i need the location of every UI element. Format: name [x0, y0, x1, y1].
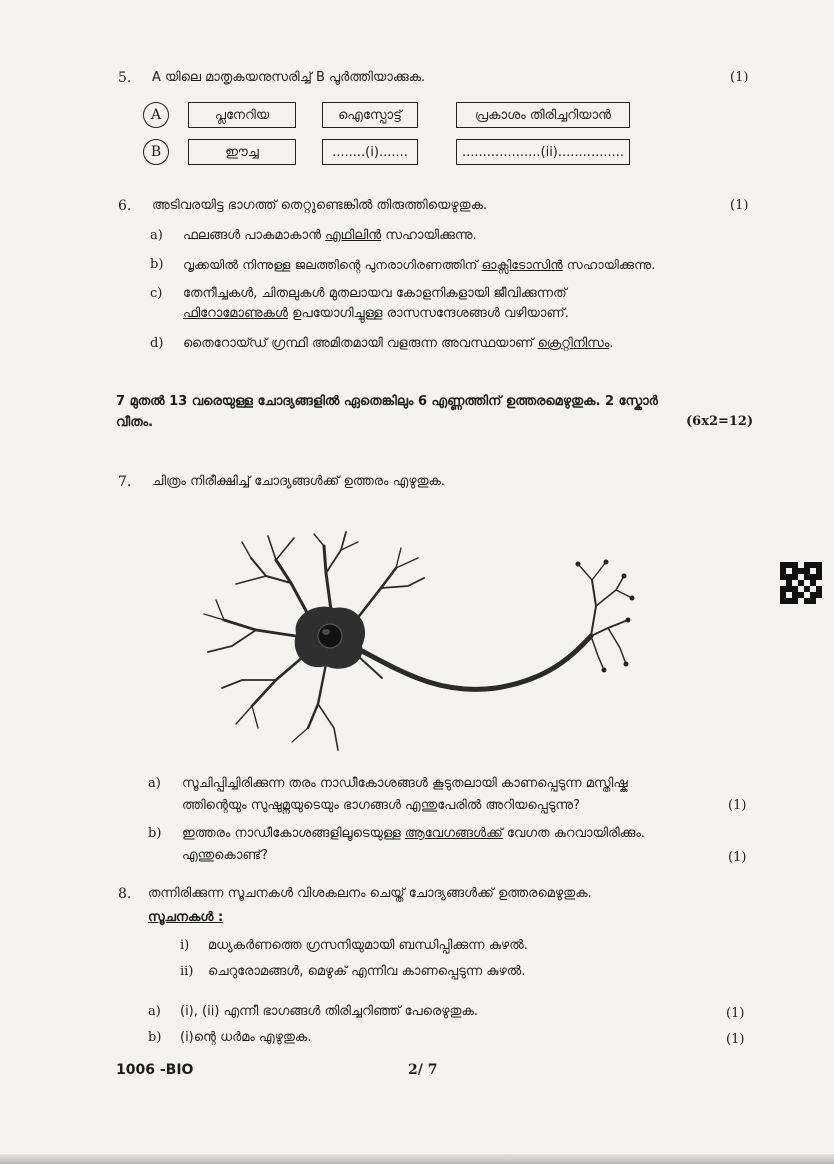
q8-b-mark: (1)	[726, 1032, 745, 1047]
q8-a-label: a)	[148, 1004, 161, 1019]
q6-c-label: c)	[150, 286, 163, 301]
section-instruction-line1: 7 മുതൽ 13 വരെയുള്ള ചോദ്യങ്ങളിൽ ഏതെങ്കിലും 6 എണ്ണത്തിന് ഉത്തരമെഴുതുക. 2 സ്കോർ	[116, 394, 658, 409]
q5-number: 5.	[118, 70, 132, 86]
q8-a-text: (i), (ii) എന്നീ ഭാഗങ്ങൾ തിരിച്ചറിഞ്ഞ് പേരെഴുതുക.	[180, 1004, 479, 1019]
q7-number: 7.	[118, 474, 132, 490]
q5-box-a2: ഐസ്പോട്ട്	[322, 102, 418, 128]
section-instruction-line2: വീതം.	[116, 415, 154, 430]
q6-d-text: തൈറോയ്ഡ് ഗ്രന്ഥി അമിതമായി വളരുന്ന അവസ്ഥയാണ് ക്രെറ്റിനിസം.	[183, 336, 614, 351]
q6-mark: (1)	[730, 198, 749, 213]
q5-text: A യിലെ മാതൃകയനുസരിച്ച് B പൂർത്തിയാക്കുക.	[152, 70, 426, 85]
q8-hint-ii-label: ii)	[180, 964, 194, 979]
q7-a-line2: ത്തിന്റെയും സുഷുമ്നയുടെയും ഭാഗങ്ങൾ എന്തുപേരിൽ അറിയപ്പെടുന്നു?	[182, 798, 581, 813]
q8-a-mark: (1)	[726, 1006, 745, 1021]
q7-b-line1: ഇത്തരം നാഡീകോശങ്ങളിലൂടെയുള്ള ആവേഗങ്ങൾക്ക് വേഗത കുറവായിരിക്കും.	[182, 826, 646, 841]
footer-code: 1006 -BIO	[116, 1062, 194, 1078]
q8-hint-i-label: i)	[180, 938, 190, 953]
q7-b-mark: (1)	[728, 850, 747, 865]
page-edge-shadow	[0, 1154, 834, 1164]
q6-number: 6.	[118, 198, 132, 214]
q5-row-a-label: A	[143, 102, 169, 128]
q6-b-label: b)	[150, 257, 164, 272]
q6-d-label: d)	[150, 336, 164, 351]
q8-hints-title: സൂചനകൾ :	[148, 910, 224, 925]
section-marks: (6x2=12)	[686, 414, 754, 429]
q7-a-line1: സൂചിപ്പിച്ചിരിക്കുന്ന തരം നാഡീകോശങ്ങൾ കൂടുതലായി കാണപ്പെടുന്ന മസ്തിഷ്ക	[182, 776, 628, 791]
footer-page: 2/ 7	[408, 1062, 438, 1078]
q6-c-line2: ഫിറോമോണുകൾ ഉപയോഗിച്ചുള്ള രാസസന്ദേശങ്ങൾ വഴിയാണ്.	[183, 306, 569, 321]
q5-box-a1: പ്ലനേറിയ	[188, 102, 296, 128]
q7-b-label: b)	[148, 826, 162, 841]
q7-b-line2: എന്തുകൊണ്ട്?	[182, 848, 269, 863]
q8-b-text: (i)ന്റെ ധർമം എഴുതുക.	[180, 1030, 312, 1045]
q5-mark: (1)	[730, 70, 749, 85]
q8-text: തന്നിരിക്കുന്ന സൂചനകൾ വിശകലനം ചെയ്ത് ചോദ്യങ്ങൾക്ക് ഉത്തരമെഴുതുക.	[148, 886, 592, 901]
q5-box-a3: പ്രകാശം തിരിച്ചറിയാൻ	[456, 102, 630, 128]
qr-code-icon	[780, 562, 822, 604]
q7-a-label: a)	[148, 776, 161, 791]
q8-b-label: b)	[148, 1030, 162, 1045]
q5-row-b-label: B	[143, 139, 169, 165]
q6-c-line1: തേനീച്ചകൾ, ചിതലുകൾ മുതലായവ കോളനികളായി ജീവിക്കുന്നത്	[183, 286, 567, 301]
q5-box-b2: ........(i).......	[322, 139, 418, 165]
q7-a-mark: (1)	[728, 798, 747, 813]
q6-a-label: a)	[150, 228, 163, 243]
q6-b-text: വൃക്കയിൽ നിന്നുള്ള ജലത്തിന്റെ പുനരാഗിരണത്തിന് ഓക്സിടോസിൻ സഹായിക്കുന്നു.	[183, 257, 656, 272]
q8-number: 8.	[118, 886, 132, 902]
q8-hint-i-text: മധ്യകർണത്തെ ഗ്രസനിയുമായി ബന്ധിപ്പിക്കുന്ന കുഴൽ.	[208, 938, 528, 953]
q6-a-text: ഫലങ്ങൾ പാകമാകാൻ എഥിലിൻ സഹായിക്കുന്നു.	[183, 228, 477, 243]
q5-box-b1: ഈച്ച	[188, 139, 296, 165]
q8-hint-ii-text: ചെറുരോമങ്ങൾ, മെഴുക് എന്നിവ കാണപ്പെടുന്ന കുഴൽ.	[208, 964, 526, 979]
neuron-diagram	[196, 528, 636, 760]
q6-text: അടിവരയിട്ട ഭാഗത്ത് തെറ്റുണ്ടെങ്കിൽ തിരുത്തിയെഴുതുക.	[152, 198, 488, 213]
q7-text: ചിത്രം നിരീക്ഷിച്ച് ചോദ്യങ്ങൾക്ക് ഉത്തരം എഴുതുക.	[152, 474, 446, 489]
q5-box-b3: ...................(ii)................	[456, 139, 630, 165]
